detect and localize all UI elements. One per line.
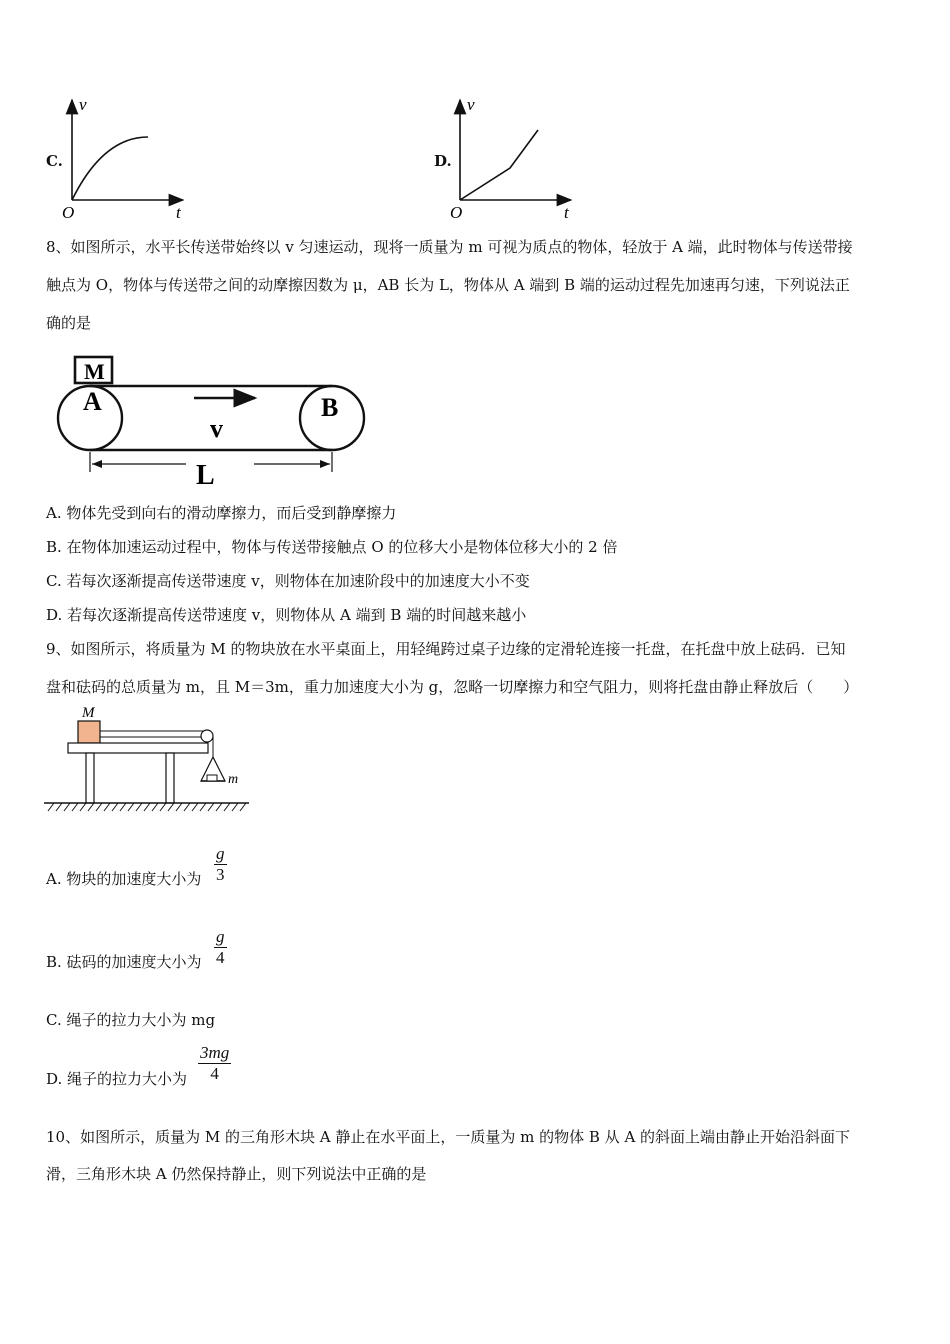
- q9-option-b-fraction: [214, 927, 227, 968]
- q8-option-b: B. 在物体加速运动过程中，物体与传送带接触点 O 的位移大小是物体位移大小的 2 倍: [46, 538, 618, 556]
- q8-option-a: A. 物体先受到向右的滑动摩擦力，而后受到静摩擦力: [46, 504, 397, 522]
- fraction-denominator: 3: [216, 865, 225, 884]
- origin-label: O: [62, 203, 75, 222]
- q8-option-c: C. 若每次逐渐提高传送带速度 v，则物体在加速阶段中的加速度大小不变: [46, 572, 530, 590]
- vt-graph-c: [58, 92, 198, 227]
- axis-t-label: t: [176, 203, 181, 222]
- origin-label: O: [450, 203, 463, 222]
- pulley-b-label: B: [321, 393, 339, 422]
- block-m-label: M: [82, 705, 95, 721]
- pan-m-label: m: [228, 772, 239, 787]
- axis-v-label: v: [79, 95, 87, 114]
- block-m-label: M: [84, 359, 105, 384]
- fraction-denominator: 4: [216, 948, 225, 967]
- q8-option-d: D. 若每次逐渐提高传送带速度 v，则物体从 A 端到 B 端的时间越来越小: [46, 606, 527, 624]
- q9-option-a: A. 物块的加速度大小为: [46, 870, 202, 888]
- vt-graph-d: [446, 92, 586, 227]
- fraction-numerator: g: [216, 844, 225, 863]
- q10-stem-line2: 滑，三角形木块 A 仍然保持静止，则下列说法中正确的是: [46, 1165, 427, 1183]
- fraction-numerator: g: [216, 927, 225, 946]
- q9-stem-line2: 盘和砝码的总质量为 m，且 M＝3m，重力加速度大小为 g，忽略一切摩擦力和空气阻力，则将托盘由静止释放后（ ）: [46, 678, 859, 696]
- fraction-denominator: 4: [210, 1064, 219, 1083]
- option-d-label: D.: [434, 152, 452, 170]
- q9-option-c: C. 绳子的拉力大小为 mg: [46, 1011, 216, 1029]
- table-pulley-figure: [44, 703, 254, 813]
- length-label: L: [196, 460, 215, 491]
- velocity-label: v: [210, 414, 223, 443]
- q8-stem-line1: 8、如图所示，水平长传送带始终以 v 匀速运动，现将一质量为 m 可视为质点的物体，轻放于 A 端，此时物体与传送带接: [46, 238, 853, 256]
- axis-v-label: v: [467, 95, 475, 114]
- axis-t-label: t: [564, 203, 569, 222]
- conveyor-belt-figure: [50, 352, 370, 492]
- q9-stem-line1: 9、如图所示，将质量为 M 的物块放在水平桌面上，用轻绳跨过桌子边缘的定滑轮连接一托盘，在托盘中放上砝码．已知: [46, 640, 846, 658]
- q9-option-d: D. 绳子的拉力大小为: [46, 1070, 188, 1088]
- q8-stem-line2: 触点为 O，物体与传送带之间的动摩擦因数为 μ，AB 长为 L，物体从 A 端到 B 端的运动过程先加速再匀速，下列说法正: [46, 276, 850, 294]
- q10-stem-line1: 10、如图所示，质量为 M 的三角形木块 A 静止在水平面上，一质量为 m 的物体 B 从 A 的斜面上端由静止开始沿斜面下: [46, 1128, 851, 1146]
- q9-option-d-fraction: [198, 1043, 231, 1084]
- q8-stem-line3: 确的是: [46, 314, 92, 332]
- pulley-a-label: A: [83, 387, 102, 416]
- q9-option-a-fraction: [214, 844, 227, 885]
- option-c-label: C.: [46, 152, 63, 170]
- q9-option-b: B. 砝码的加速度大小为: [46, 953, 202, 971]
- fraction-numerator: 3mg: [200, 1043, 230, 1062]
